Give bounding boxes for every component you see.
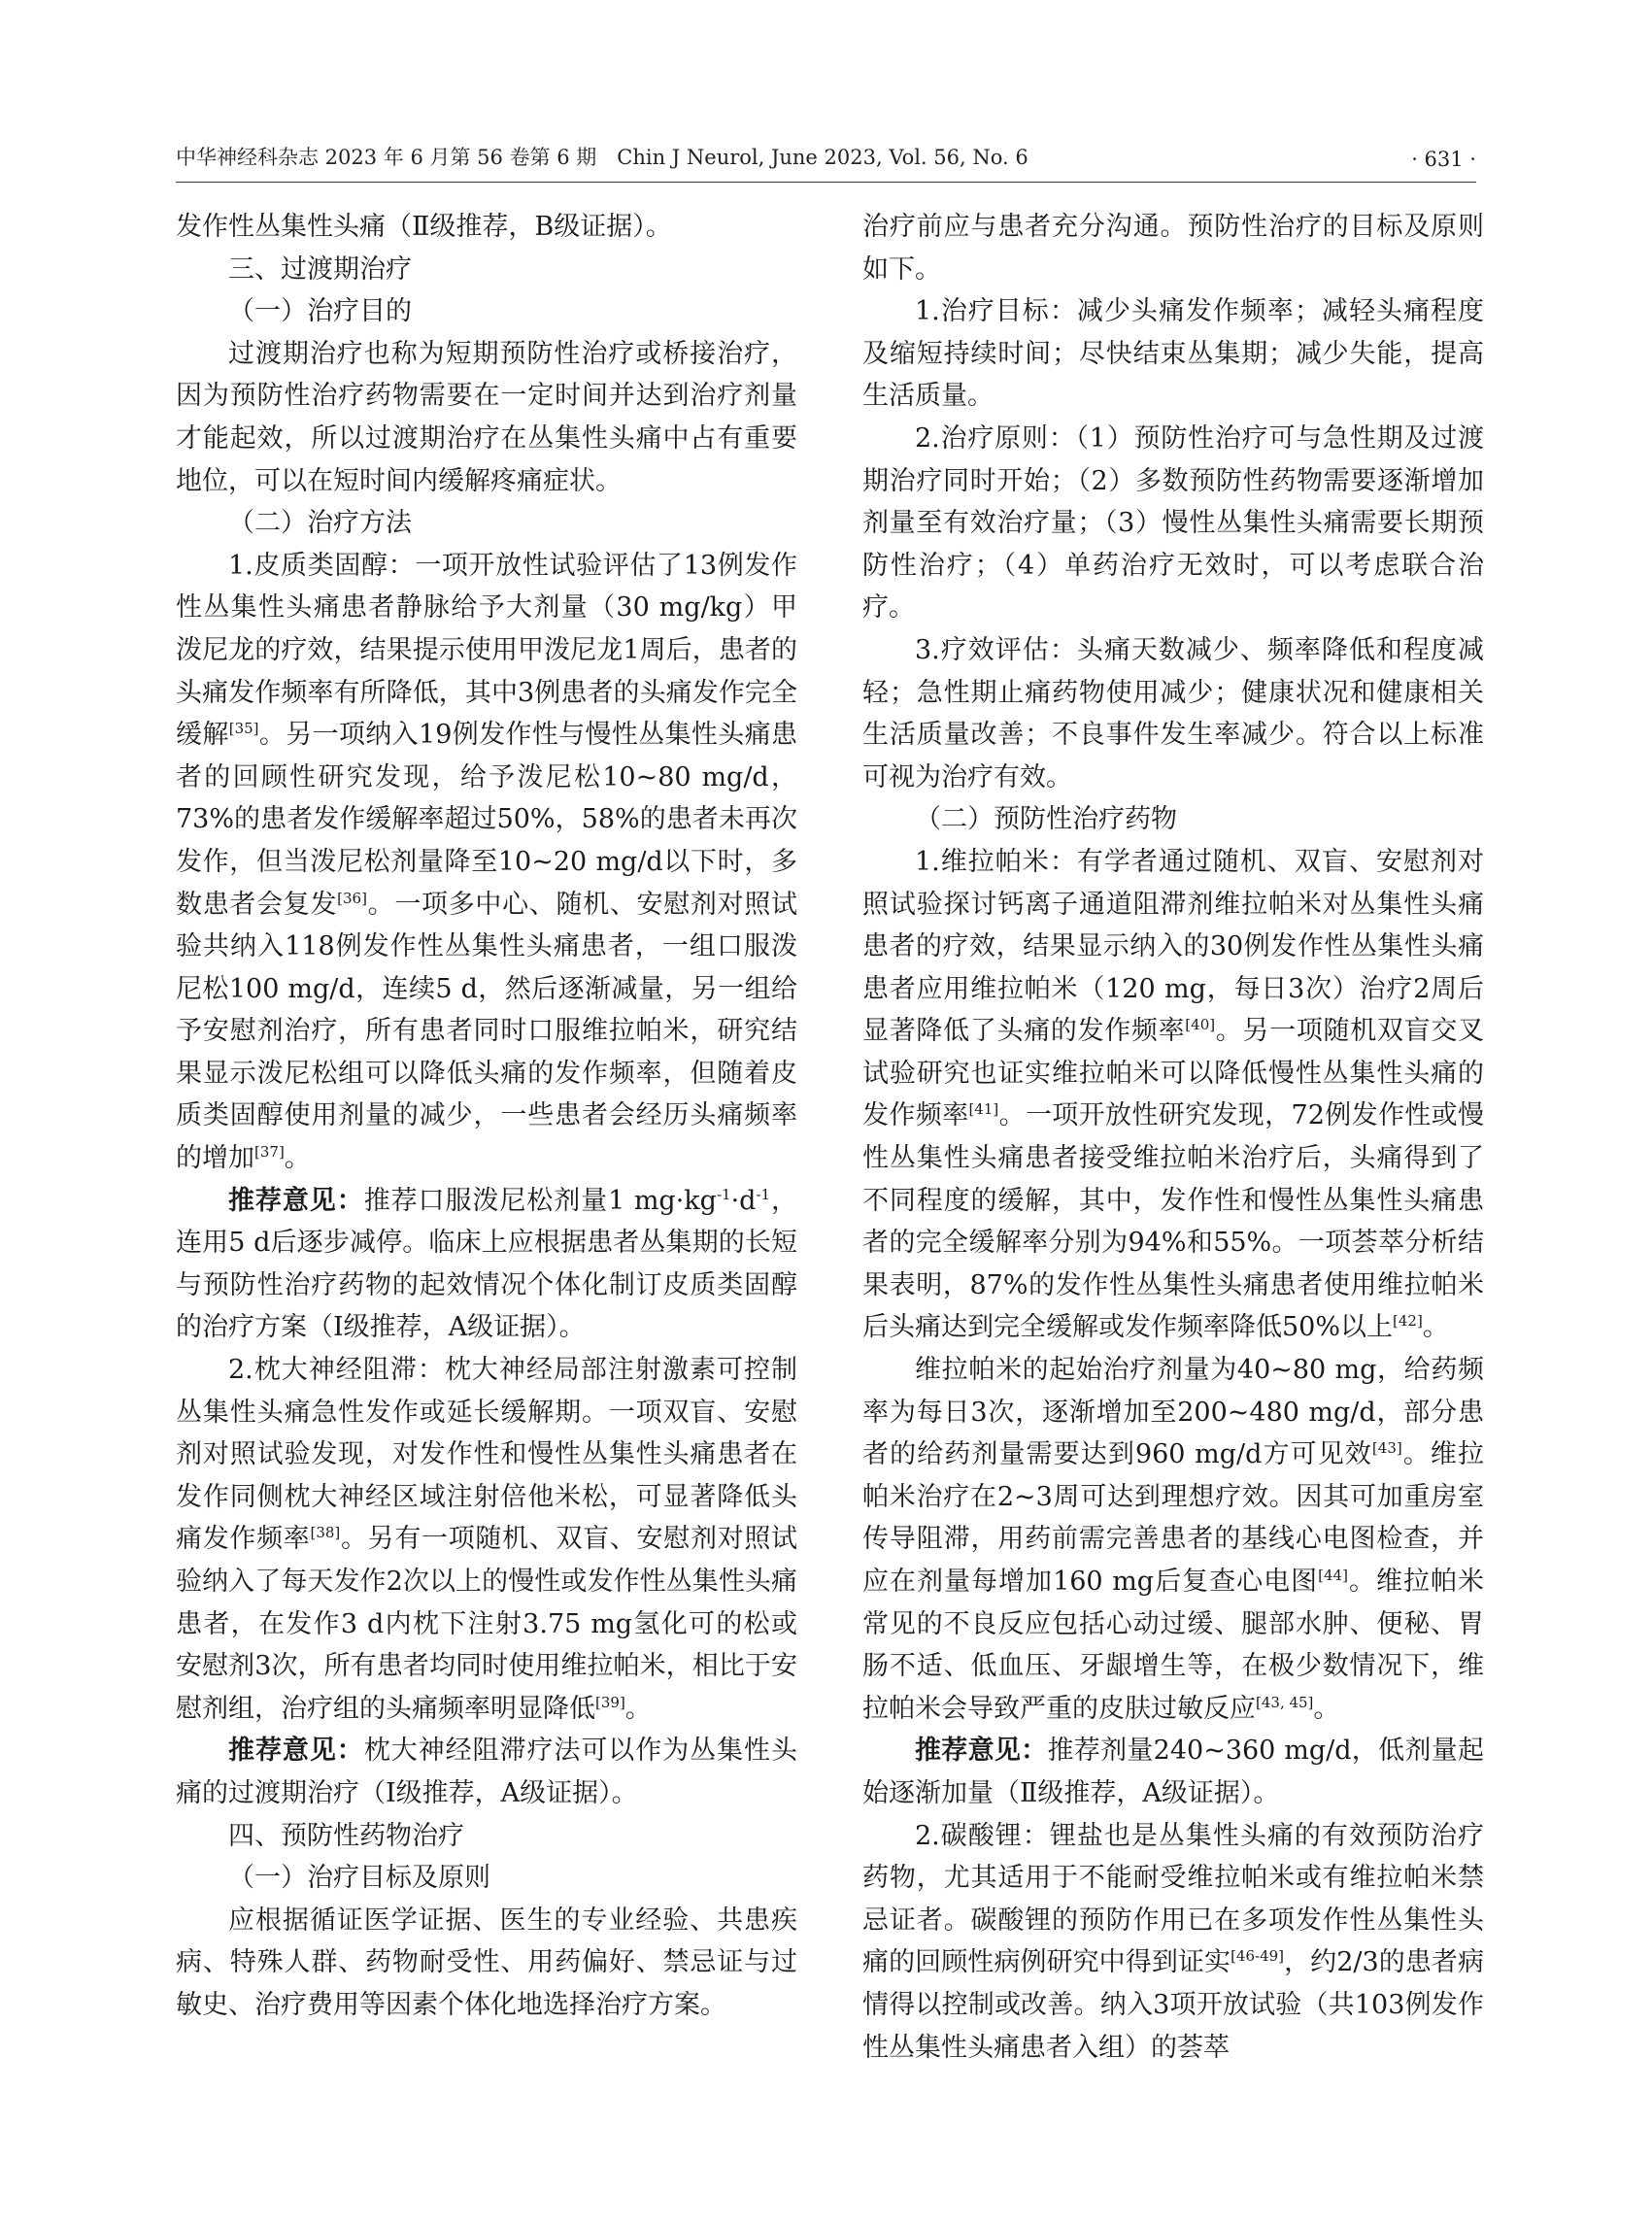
text-run: ·d xyxy=(730,1185,757,1216)
citation-ref: [35] xyxy=(228,720,259,738)
text-run: 。一项多中心、随机、安慰剂对照试验共纳入118例发作性丛集性头痛患者，一组口服泼尼松100 mg/d，连续5 d，然后逐渐减量，另一组给予安慰剂治疗，所有患者同时口服维拉帕米，研究结果显示泼尼松组可以降低头痛的发作频率，但随着皮质类固醇使用剂量的减少，一些患者会经历头痛频率的增加 xyxy=(176,889,798,1174)
citation-ref: [36] xyxy=(337,889,367,907)
citation-ref: [44] xyxy=(1318,1567,1348,1584)
recommendation-label: 推荐意见： xyxy=(228,1185,364,1216)
citation-ref: [43, 45] xyxy=(1256,1693,1314,1711)
text-run: 1.皮质类固醇：一项开放性试验评估了13例发作性丛集性头痛患者静脉给予大剂量（30 mg/kg）甲泼尼龙的疗效，结果提示使用甲泼尼龙1周后，患者的头痛发作频率有所降低，其中3例患者的头痛发作完全缓解 xyxy=(176,550,797,751)
subsection-heading: （一）治疗目标及原则 xyxy=(228,1863,490,1894)
text-run: 2.碳酸锂：锂盐也是丛集性头痛的有效预防治疗药物，尤其适用于不能耐受维拉帕米或有维拉帕米禁忌证者。碳酸锂的预防作用已在多项发作性丛集性头痛的回顾性病例研究中得到证实 xyxy=(862,1820,1484,1978)
paragraph xyxy=(862,841,1484,1349)
recommendation xyxy=(862,1730,1484,1814)
journal-citation: 中华神经科杂志 2023 年 6 月第 56 卷第 6 期 Chin J Neurol, June 2023, Vol. 56, No. 6 xyxy=(176,146,1028,169)
paragraph: 应根据循证医学证据、医生的专业经验、共患疾病、特殊人群、药物耐受性、用药偏好、禁忌证与过敏史、治疗费用等因素个体化地选择治疗方案。 xyxy=(176,1905,797,2020)
paragraph: 1.治疗目标：减少头痛发作频率；减轻头痛程度及缩短持续时间；尽快结束丛集期；减少失能，提高生活质量。 xyxy=(862,296,1484,412)
recommendation-label: 推荐意见： xyxy=(228,1736,364,1767)
citation-ref: [39] xyxy=(595,1693,625,1711)
text-run: 。 xyxy=(284,1143,311,1174)
citation-ref: [37] xyxy=(254,1143,285,1162)
section-heading: 四、预防性药物治疗 xyxy=(228,1820,464,1851)
header-rule xyxy=(176,182,1476,183)
subsection-heading: （一）治疗目的 xyxy=(228,296,412,327)
citation-ref: [38] xyxy=(310,1524,341,1542)
text-run: 。另有一项随机、双盲、安慰剂对照试验纳入了每天发作2次以上的慢性或发作性丛集性头痛患者，在发作3 d内枕下注射3.75 mg氢化可的松或安慰剂3次，所有患者均同时使用维拉帕米，相比于安慰剂组，治疗组的头痛频率明显降低 xyxy=(176,1524,798,1724)
text-run: 枕大神经阻滞疗法可以作为丛集性头痛的过渡期治疗（Ⅰ级推荐，A级证据）。 xyxy=(176,1736,797,1808)
text-run: 。维拉帕米治疗在2~3周可达到理想疗效。因其可加重房室传导阻滞，用药前需完善患者的基线心电图检查，并应在剂量每增加160 mg后复查心电图 xyxy=(862,1439,1485,1597)
text-run: ，约2/3的患者病情得以控制或改善。纳入3项开放试验（共103例发作性丛集性头痛患者入组）的荟萃 xyxy=(862,1947,1484,2063)
text-run: 。另一项随机双盲交叉试验研究也证实维拉帕米可以降低慢性丛集性头痛的发作频率 xyxy=(862,1016,1485,1131)
text-run: 。另一项纳入19例发作性与慢性丛集性头痛患者的回顾性研究发现，给予泼尼松10~80 mg/d，73%的患者发作缓解率超过50%，58%的患者未再次发作，但当泼尼松剂量降至10~20 mg/d以下时，多数患者会复发 xyxy=(176,720,798,920)
paragraph: 过渡期治疗也称为短期预防性治疗或桥接治疗，因为预防性治疗药物需要在一定时间并达到治疗剂量才能起效，所以过渡期治疗在丛集性头痛中占有重要地位，可以在短时间内缓解疼痛症状。 xyxy=(176,338,797,496)
text-run: 维拉帕米的起始治疗剂量为40~80 mg，给药频率为每日3次，逐渐增加至200~480 mg/d，部分患者的给药剂量需要达到960 mg/d方可见效 xyxy=(862,1355,1484,1470)
right-column xyxy=(862,206,1484,2069)
text-run: 。一项开放性研究发现，72例发作性或慢性丛集性头痛患者接受维拉帕米治疗后，头痛得到了不同程度的缓解，其中，发作性和慢性丛集性头痛患者的完全缓解率分别为94%和55%。一项荟萃分析结果表明，87%的发作性丛集性头痛患者使用维拉帕米后头痛达到完全缓解或发作频率降低50%以上 xyxy=(862,1100,1485,1343)
citation-ref: [46-49] xyxy=(1231,1947,1285,1966)
text-run: 。 xyxy=(1313,1693,1340,1724)
paragraph: 治疗前应与患者充分沟通。预防性治疗的目标及原则如下。 xyxy=(862,212,1484,285)
page-number: · 631 · xyxy=(1411,148,1476,171)
text-run: 。 xyxy=(1422,1312,1449,1343)
text-run: 2.枕大神经阻滞：枕大神经局部注射激素可控制丛集性头痛急性发作或延长缓解期。一项双盲、安慰剂对照试验发现，对发作性和慢性丛集性头痛患者在发作同侧枕大神经区域注射倍他米松，可显著降低头痛发作频率 xyxy=(176,1355,797,1555)
paragraph xyxy=(862,1815,1484,2070)
superscript: -1 xyxy=(756,1185,771,1203)
running-head xyxy=(176,132,1476,171)
citation-ref: [40] xyxy=(1185,1016,1216,1034)
paragraph xyxy=(862,1349,1484,1730)
text-run: 1.维拉帕米：有学者通过随机、双盲、安慰剂对照试验探讨钙离子通道阻滞剂维拉帕米对丛集性头痛患者的疗效，结果显示纳入的30例发作性丛集性头痛患者应用维拉帕米（120 mg，每日3次）治疗2周后显著降低了头痛的发作频率 xyxy=(862,846,1484,1047)
paragraph: 2.治疗原则：（1）预防性治疗可与急性期及过渡期治疗同时开始；（2）多数预防性药物需要逐渐增加剂量至有效治疗量；（3）慢性丛集性头痛需要长期预防性治疗；（4）单药治疗无效时，可以考虑联合治疗。 xyxy=(862,422,1484,624)
text-run: 。 xyxy=(624,1693,652,1724)
citation-ref: [43] xyxy=(1371,1439,1402,1458)
subsection-heading: （二）治疗方法 xyxy=(228,508,412,539)
paragraph xyxy=(176,1349,797,1730)
recommendation xyxy=(176,1730,797,1814)
text-run: 推荐口服泼尼松剂量1 mg·kg xyxy=(363,1185,717,1216)
recommendation-label: 推荐意见： xyxy=(915,1736,1048,1767)
paragraph xyxy=(176,545,797,1180)
subsection-heading: （二）预防性治疗药物 xyxy=(915,804,1177,835)
text-run: 推荐剂量240~360 mg/d，低剂量起始逐渐加量（Ⅱ级推荐，A级证据）。 xyxy=(862,1736,1484,1808)
text-run: ，连用5 d后逐步减停。临床上应根据患者丛集期的长短与预防性治疗药物的起效情况个体化制订皮质类固醇的治疗方案（Ⅰ级推荐，A级证据）。 xyxy=(176,1185,797,1343)
paragraph: 发作性丛集性头痛（Ⅱ级推荐，B级证据）。 xyxy=(176,212,672,242)
superscript: -1 xyxy=(716,1185,731,1203)
citation-ref: [41] xyxy=(968,1100,999,1119)
section-heading: 三、过渡期治疗 xyxy=(228,253,412,285)
paragraph: 3.疗效评估：头痛天数减少、频率降低和程度减轻；急性期止痛药物使用减少；健康状况和健康相关生活质量改善；不良事件发生率减少。符合以上标准可视为治疗有效。 xyxy=(862,634,1484,792)
citation-ref: [42] xyxy=(1393,1312,1423,1331)
text-run: 。维拉帕米常见的不良反应包括心动过缓、腿部水肿、便秘、胃肠不适、低血压、牙龈增生等，在极少数情况下，维拉帕米会导致严重的皮肤过敏反应 xyxy=(862,1567,1484,1724)
left-column xyxy=(176,206,797,2027)
recommendation xyxy=(176,1180,797,1349)
